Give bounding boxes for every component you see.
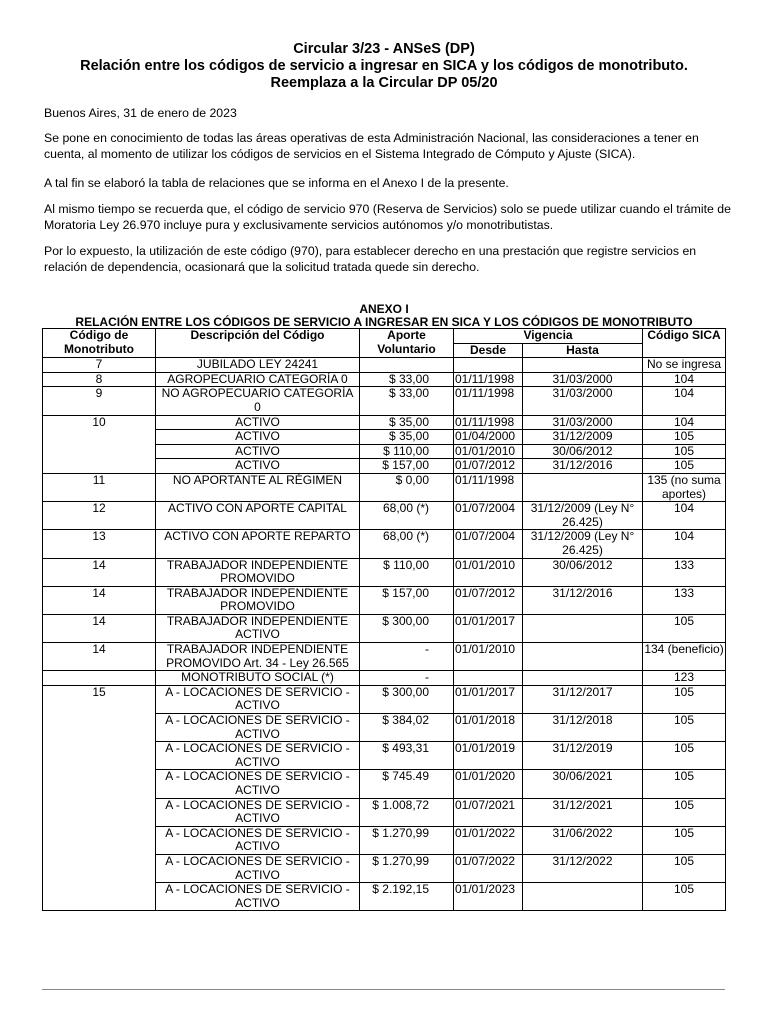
- table-row: [43, 586, 726, 614]
- cell-hasta: 31/12/2018: [523, 714, 643, 742]
- cell-sica: 105: [643, 742, 726, 770]
- cell-codigo: [43, 798, 156, 826]
- cell-sica: 133: [643, 558, 726, 586]
- cell-descripcion: A - LOCACIONES DE SERVICIO - ACTIVO: [156, 883, 360, 911]
- cell-desde: 01/01/2023: [454, 883, 523, 911]
- cell-desde: [454, 358, 523, 373]
- cell-codigo: 13: [43, 530, 156, 558]
- cell-codigo: [43, 826, 156, 854]
- cell-descripcion: JUBILADO LEY 24241: [156, 358, 360, 373]
- cell-descripcion: ACTIVO CON APORTE CAPITAL: [156, 502, 360, 530]
- annex-subtitle: RELACIÓN ENTRE LOS CÓDIGOS DE SERVICIO A INGRESAR EN SICA Y LOS CÓDIGOS DE MONOTRIBUTO: [75, 315, 693, 329]
- header-hasta: Hasta: [523, 343, 643, 358]
- cell-codigo: 14: [43, 586, 156, 614]
- cell-sica: 104: [643, 415, 726, 430]
- cell-aporte: -: [360, 643, 454, 671]
- table-row: [43, 854, 726, 882]
- header-aporte: Aporte Voluntario: [360, 329, 454, 358]
- cell-codigo: [43, 714, 156, 742]
- page-divider: [42, 989, 725, 990]
- paragraph-4: Por lo expuesto, la utilización de este código (970), para establecer derecho en una prestación que registre servicios en relación de dependencia, ocasionará que la solicitud tratada quede sin derecho.: [44, 244, 697, 274]
- cell-aporte: [360, 358, 454, 373]
- cell-codigo: [43, 444, 156, 459]
- table-row: [43, 372, 726, 387]
- table-row: [43, 387, 726, 415]
- cell-desde: 01/01/2019: [454, 742, 523, 770]
- cell-codigo: [43, 671, 156, 686]
- cell-aporte: $ 745.49: [360, 770, 454, 798]
- cell-sica: 105: [643, 444, 726, 459]
- cell-descripcion: AGROPECUARIO CATEGORÍA 0: [156, 372, 360, 387]
- cell-aporte: $ 35,00: [360, 430, 454, 445]
- cell-codigo: 15: [43, 685, 156, 713]
- annex-table: [42, 328, 726, 911]
- cell-desde: 01/01/2017: [454, 685, 523, 713]
- cell-codigo: [43, 459, 156, 474]
- cell-sica: 105: [643, 770, 726, 798]
- cell-descripcion: ACTIVO CON APORTE REPARTO: [156, 530, 360, 558]
- cell-sica: 105: [643, 883, 726, 911]
- cell-codigo: 9: [43, 387, 156, 415]
- table-row: [43, 883, 726, 911]
- cell-sica: 134 (beneficio): [643, 643, 726, 671]
- cell-sica: 123: [643, 671, 726, 686]
- cell-descripcion: TRABAJADOR INDEPENDIENTE PROMOVIDO: [156, 558, 360, 586]
- cell-hasta: 31/12/2022: [523, 854, 643, 882]
- header-desde: Desde: [454, 343, 523, 358]
- cell-aporte: -: [360, 671, 454, 686]
- doc-replaces: Reemplaza a la Circular DP 05/20: [270, 75, 498, 91]
- cell-sica: 105: [643, 459, 726, 474]
- paragraph-1: Se pone en conocimiento de todas las áreas operativas de esta Administración Nacional, las consideraciones a tener en cuenta, al momento de utilizar los códigos de servicios en el Sistema Integrado de Cómputo y Ajuste (SICA).: [44, 131, 699, 161]
- cell-desde: 01/01/2020: [454, 770, 523, 798]
- cell-sica: 104: [643, 530, 726, 558]
- cell-desde: 01/01/2022: [454, 826, 523, 854]
- cell-desde: 01/07/2012: [454, 459, 523, 474]
- cell-sica: 104: [643, 502, 726, 530]
- table-row: [43, 714, 726, 742]
- cell-descripcion: A - LOCACIONES DE SERVICIO - ACTIVO: [156, 714, 360, 742]
- cell-hasta: 31/03/2000: [523, 415, 643, 430]
- cell-descripcion: ACTIVO: [156, 415, 360, 430]
- cell-codigo: 14: [43, 614, 156, 642]
- cell-descripcion: NO AGROPECUARIO CATEGORÍA 0: [156, 387, 360, 415]
- cell-sica: 105: [643, 854, 726, 882]
- date-line: Buenos Aires, 31 de enero de 2023: [44, 106, 237, 120]
- cell-codigo: [43, 742, 156, 770]
- cell-descripcion: A - LOCACIONES DE SERVICIO - ACTIVO: [156, 770, 360, 798]
- paragraph-3: Al mismo tiempo se recuerda que, el código de servicio 970 (Reserva de Servicios) solo se puede utilizar cuando el trámite de Moratoria Ley 26.970 incluye pura y exclusivamente servicios autónomos y/o monotributistas.: [44, 202, 731, 232]
- table-row: [43, 502, 726, 530]
- cell-aporte: 68,00 (*): [360, 530, 454, 558]
- cell-descripcion: MONOTRIBUTO SOCIAL (*): [156, 671, 360, 686]
- cell-hasta: 31/12/2017: [523, 685, 643, 713]
- cell-descripcion: TRABAJADOR INDEPENDIENTE PROMOVIDO Art. 34 - Ley 26.565: [156, 643, 360, 671]
- cell-sica: 104: [643, 387, 726, 415]
- table-row: [43, 530, 726, 558]
- table-row: [43, 643, 726, 671]
- cell-descripcion: ACTIVO: [156, 444, 360, 459]
- annex-title: ANEXO I: [359, 302, 409, 316]
- table-row: [43, 742, 726, 770]
- header-vigencia: Vigencia: [454, 329, 643, 344]
- cell-desde: 01/01/2010: [454, 643, 523, 671]
- cell-hasta: 31/12/2021: [523, 798, 643, 826]
- cell-desde: 01/07/2012: [454, 586, 523, 614]
- cell-aporte: $ 110,00: [360, 558, 454, 586]
- table-row: [43, 826, 726, 854]
- cell-hasta: [523, 671, 643, 686]
- cell-hasta: [523, 473, 643, 501]
- table-row: [43, 473, 726, 501]
- cell-codigo: 10: [43, 415, 156, 430]
- cell-sica: 105: [643, 826, 726, 854]
- cell-aporte: $ 157,00: [360, 586, 454, 614]
- cell-desde: 01/11/1998: [454, 372, 523, 387]
- cell-codigo: [43, 883, 156, 911]
- cell-aporte: $ 33,00: [360, 372, 454, 387]
- table-row: [43, 415, 726, 430]
- doc-title: Circular 3/23 - ANSeS (DP): [293, 41, 475, 57]
- cell-codigo: 14: [43, 558, 156, 586]
- table-row: [43, 798, 726, 826]
- table-row: [43, 358, 726, 373]
- cell-descripcion: ACTIVO: [156, 430, 360, 445]
- cell-hasta: [523, 643, 643, 671]
- paragraph-2: A tal fin se elaboró la tabla de relaciones que se informa en el Anexo I de la presente.: [44, 176, 509, 190]
- cell-descripcion: NO APORTANTE AL RÉGIMEN: [156, 473, 360, 501]
- cell-hasta: 30/06/2012: [523, 444, 643, 459]
- cell-aporte: 68,00 (*): [360, 502, 454, 530]
- cell-aporte: $ 384,02: [360, 714, 454, 742]
- cell-desde: 01/04/2000: [454, 430, 523, 445]
- cell-codigo: 8: [43, 372, 156, 387]
- table-row: [43, 770, 726, 798]
- cell-hasta: 31/12/2009 (Ley N° 26.425): [523, 502, 643, 530]
- cell-hasta: 30/06/2021: [523, 770, 643, 798]
- cell-descripcion: A - LOCACIONES DE SERVICIO - ACTIVO: [156, 854, 360, 882]
- cell-hasta: 31/03/2000: [523, 372, 643, 387]
- cell-hasta: 31/12/2016: [523, 459, 643, 474]
- cell-descripcion: A - LOCACIONES DE SERVICIO - ACTIVO: [156, 685, 360, 713]
- cell-aporte: $ 1.008,72: [360, 798, 454, 826]
- cell-sica: 105: [643, 798, 726, 826]
- table-row: [43, 430, 726, 445]
- cell-aporte: $ 1.270,99: [360, 826, 454, 854]
- cell-desde: 01/01/2010: [454, 558, 523, 586]
- header-sica: Código SICA: [643, 329, 726, 358]
- cell-sica: 135 (no suma aportes): [643, 473, 726, 501]
- cell-desde: 01/07/2004: [454, 502, 523, 530]
- cell-aporte: $ 300,00: [360, 614, 454, 642]
- cell-descripcion: TRABAJADOR INDEPENDIENTE ACTIVO: [156, 614, 360, 642]
- cell-sica: 105: [643, 685, 726, 713]
- doc-subtitle: Relación entre los códigos de servicio a ingresar en SICA y los códigos de monotributo.: [80, 58, 688, 74]
- cell-codigo: [43, 430, 156, 445]
- cell-sica: 105: [643, 614, 726, 642]
- cell-descripcion: TRABAJADOR INDEPENDIENTE PROMOVIDO: [156, 586, 360, 614]
- cell-desde: 01/11/1998: [454, 473, 523, 501]
- cell-aporte: $ 35,00: [360, 415, 454, 430]
- cell-sica: 105: [643, 714, 726, 742]
- table-row: [43, 614, 726, 642]
- cell-hasta: 31/12/2009 (Ley N° 26.425): [523, 530, 643, 558]
- cell-descripcion: ACTIVO: [156, 459, 360, 474]
- cell-desde: 01/07/2021: [454, 798, 523, 826]
- cell-sica: 105: [643, 430, 726, 445]
- cell-aporte: $ 2.192,15: [360, 883, 454, 911]
- cell-hasta: 31/06/2022: [523, 826, 643, 854]
- cell-hasta: 31/12/2009: [523, 430, 643, 445]
- cell-hasta: [523, 883, 643, 911]
- header-codigo: Código de Monotributo: [43, 329, 156, 358]
- cell-desde: 01/07/2004: [454, 530, 523, 558]
- cell-codigo: 14: [43, 643, 156, 671]
- cell-aporte: $ 33,00: [360, 387, 454, 415]
- cell-desde: 01/01/2017: [454, 614, 523, 642]
- cell-descripcion: A - LOCACIONES DE SERVICIO - ACTIVO: [156, 798, 360, 826]
- table-row: [43, 459, 726, 474]
- cell-hasta: 31/12/2019: [523, 742, 643, 770]
- cell-hasta: [523, 614, 643, 642]
- cell-desde: 01/11/1998: [454, 415, 523, 430]
- cell-aporte: $ 1.270,99: [360, 854, 454, 882]
- cell-desde: 01/01/2018: [454, 714, 523, 742]
- table-header-row: [43, 329, 726, 344]
- cell-aporte: $ 110,00: [360, 444, 454, 459]
- cell-desde: 01/11/1998: [454, 387, 523, 415]
- cell-hasta: [523, 358, 643, 373]
- table-row: [43, 685, 726, 713]
- cell-sica: 104: [643, 372, 726, 387]
- cell-hasta: 31/03/2000: [523, 387, 643, 415]
- cell-desde: 01/01/2010: [454, 444, 523, 459]
- cell-sica: No se ingresa: [643, 358, 726, 373]
- cell-hasta: 31/12/2016: [523, 586, 643, 614]
- cell-aporte: $ 0,00: [360, 473, 454, 501]
- cell-codigo: [43, 770, 156, 798]
- table-row: [43, 444, 726, 459]
- cell-hasta: 30/06/2012: [523, 558, 643, 586]
- header-descripcion: Descripción del Código: [156, 329, 360, 358]
- table-row: [43, 671, 726, 686]
- cell-aporte: $ 157,00: [360, 459, 454, 474]
- cell-codigo: 7: [43, 358, 156, 373]
- table-row: [43, 558, 726, 586]
- cell-sica: 133: [643, 586, 726, 614]
- cell-codigo: [43, 854, 156, 882]
- cell-desde: 01/07/2022: [454, 854, 523, 882]
- cell-descripcion: A - LOCACIONES DE SERVICIO - ACTIVO: [156, 742, 360, 770]
- cell-codigo: 12: [43, 502, 156, 530]
- cell-descripcion: A - LOCACIONES DE SERVICIO - ACTIVO: [156, 826, 360, 854]
- cell-codigo: 11: [43, 473, 156, 501]
- cell-aporte: $ 493,31: [360, 742, 454, 770]
- cell-desde: [454, 671, 523, 686]
- cell-aporte: $ 300,00: [360, 685, 454, 713]
